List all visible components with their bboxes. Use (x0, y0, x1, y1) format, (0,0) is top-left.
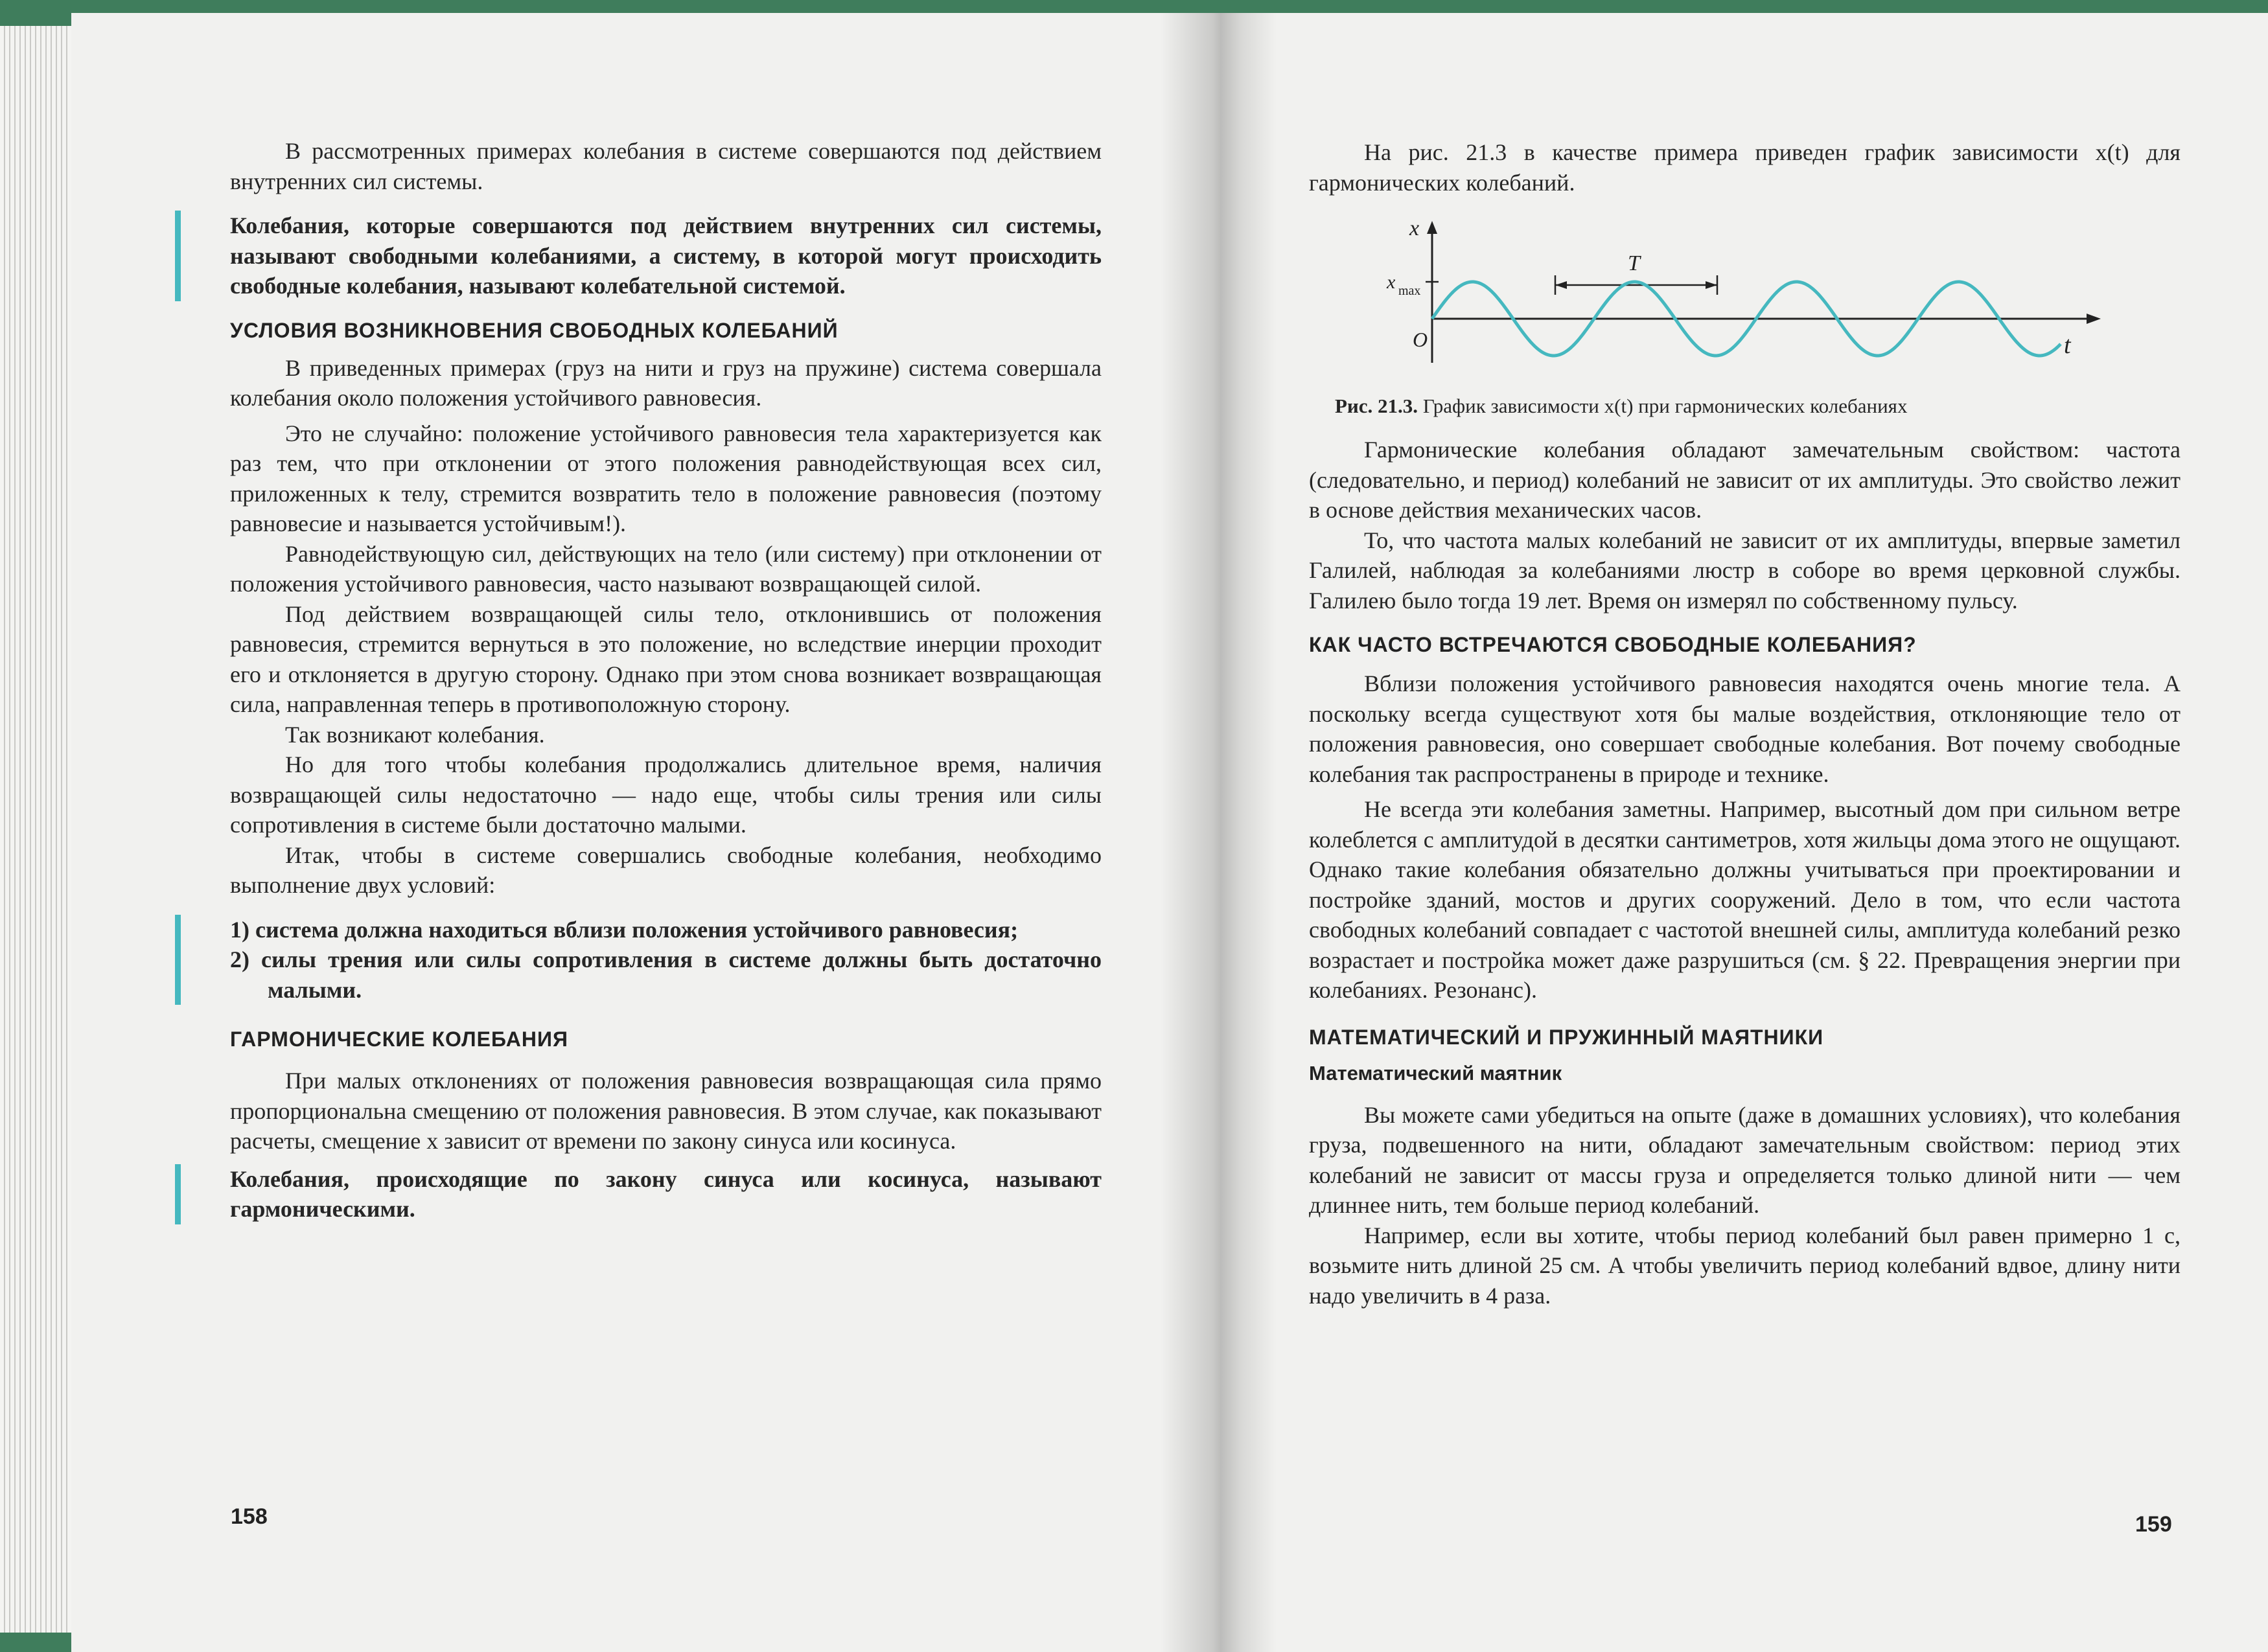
condition-item: 2) силы трения или силы сопротивления в системе должны быть достаточно малыми. (230, 946, 1102, 1003)
figure-caption (1309, 392, 2181, 420)
conditions-list-block (175, 915, 1102, 1005)
definition-harmonic (175, 1164, 1102, 1224)
period-arrow-left (1555, 281, 1567, 289)
paragraph: То, что частота малых колебаний не зависит от их амплитуды, впервые заметил Галилей, наблюдая за колебаниями люстр в соборе во время церковной службы. Галилею было тогда 19 лет. Время он измерял по собственному пульсу. (1309, 527, 2181, 614)
section-heading: МАТЕМАТИЧЕСКИЙ И ПРУЖИННЫЙ МАЯТНИКИ (1309, 1025, 1824, 1049)
paragraph: На рис. 21.3 в качестве примера приведен график зависимости x(t) для гармонических колебаний. (1309, 139, 2181, 196)
page-number: 159 (2135, 1512, 2172, 1537)
condition-item: 1) система должна находиться вблизи положения устойчивого равновесия; (230, 916, 1019, 943)
paragraph: Вы можете сами убедиться на опыте (даже в домашних условиях), что колебания груза, подвешенного на нити, обладают замечательным свойством: период этих колебаний не зависит от массы груза и определяется только длиной нити — чем длиннее нить, тем больше период колебаний. (1309, 1101, 2181, 1218)
paragraph: Например, если вы хотите, чтобы период колебаний был равен примерно 1 с, возьмите нить длиной 25 см. А чтобы увеличить период колебаний вдвое, длину нити надо увеличить в 4 раза. (1309, 1222, 2181, 1309)
definition-free-oscillations (175, 211, 1102, 301)
book-spread (71, 13, 2268, 1652)
right-page (1212, 13, 2268, 1652)
figure-harmonic-graph (1309, 198, 2181, 392)
period-arrow-right (1706, 281, 1717, 289)
paragraph: Равнодействующую сил, действующих на тело (или систему) при отклонении от положения устойчивого равновесия, часто называют возвращающей силой. (230, 540, 1102, 597)
paragraph: Под действием возвращающей силы тело, отклонившись от положения равновесия, стремится вернуться в это положение, но вследствие инерции проходит его и отклоняется в другую сторону. Однако при этом снова возникает возвращающая сила, направленная теперь в противоположную сторону. (230, 601, 1102, 717)
paragraph: Но для того чтобы колебания продолжались длительное время, наличия возвращающей силы недостаточно — надо еще, чтобы силы трения или силы сопротивления в системе были достаточно малыми. (230, 751, 1102, 838)
page-number: 158 (231, 1504, 268, 1529)
conditions-list (230, 915, 1102, 1005)
paragraph: При малых отклонениях от положения равновесия возвращающая сила прямо пропорциональна смещению от положения равновесия. В этом случае, как показывают расчеты, смещение x зависит от времени по закону синуса или косинуса. (230, 1068, 1102, 1154)
paragraph: В приведенных примерах (груз на нити и груз на пружине) система совершала колебания около положения устойчивого равновесия. (230, 354, 1102, 411)
origin-label: O (1413, 328, 1428, 351)
harmonic-graph-svg (1309, 198, 2181, 392)
paragraph: Вблизи положения устойчивого равновесия находятся очень многие тела. А поскольку всегда существуют хотя бы малые воздействия, отклоняющие тело от положения равновесия, оно совершает свободные колебания. Вот почему свободные колебания так распространены в природе и технике. (1309, 671, 2181, 787)
paragraph: Гармонические колебания обладают замечательным свойством: частота (следовательно, и период) колебаний не зависит от их амплитуды. Это свойство лежит в основе действия механических часов. (1309, 437, 2181, 523)
section-heading: ГАРМОНИЧЕСКИЕ КОЛЕБАНИЯ (230, 1027, 568, 1051)
paragraph: Это не случайно: положение устойчивого равновесия тела характеризуется как раз тем, что при отклонении от этого положения равнодействующая всех сил, приложенных к телу, стремится возвратить тело в положение равновесия (поэтому равновесие и называется устойчивым!). (230, 420, 1102, 536)
paragraph: Так возникают колебания. (285, 721, 545, 748)
paragraph: Не всегда эти колебания заметны. Например, высотный дом при сильном ветре колеблется с амплитудой в десятки сантиметров, хотя жильцы дома этого не ощущают. Однако такие колебания обязательно должны учитываться при проектировании и постройке зданий, мостов и других сооружений. Дело в том, что если частота свободных колебаний совпадает с частотой внешней силы, амплитуда колебаний резко возрастает и постройка может даже разрушиться (см. § 22. Превращения энергии при колебаниях. Резонанс). (1309, 796, 2181, 1003)
definition-text: Колебания, происходящие по закону синуса или косинуса, называют гармоническими. (230, 1165, 1102, 1222)
left-page-column (230, 136, 1102, 1224)
subsection-heading: Математический маятник (1309, 1061, 1562, 1084)
t-axis-label: t (2064, 332, 2071, 359)
caption-text: График зависимости x(t) при гармонических колебаниях (1422, 395, 1908, 417)
amplitude-subscript: max (1398, 284, 1421, 298)
definition-text: Колебания, которые совершаются под действием внутренних сил системы, называют свободными колебаниями, а систему, в которой могут происходить свободные колебания, называют колебательной системой. (230, 212, 1102, 299)
section-heading: УСЛОВИЯ ВОЗНИКНОВЕНИЯ СВОБОДНЫХ КОЛЕБАНИЙ (230, 318, 839, 342)
left-page (71, 13, 1212, 1652)
caption-number: Рис. 21.3. (1335, 395, 1418, 417)
period-label: T (1628, 251, 1640, 275)
section-heading: КАК ЧАСТО ВСТРЕЧАЮТСЯ СВОБОДНЫЕ КОЛЕБАНИЯ? (1309, 633, 1917, 656)
paragraph: Итак, чтобы в системе совершались свободные колебания, необходимо выполнение двух условий: (230, 842, 1102, 898)
x-axis-label: x (1409, 216, 1420, 240)
paragraph: В рассмотренных примерах колебания в системе совершаются под действием внутренних сил системы. (230, 138, 1102, 194)
right-page-column (1309, 137, 2181, 1311)
x-axis-arrow (1427, 221, 1437, 234)
amplitude-label: x (1387, 271, 1396, 293)
t-axis-arrow (2087, 314, 2101, 324)
